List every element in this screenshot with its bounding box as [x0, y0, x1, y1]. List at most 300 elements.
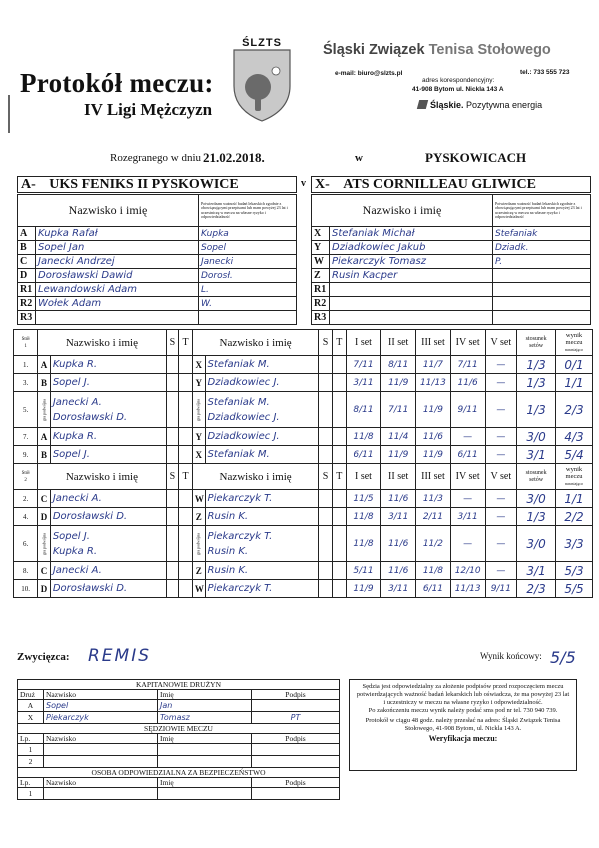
away-player-name[interactable]: Stefaniak Michał	[330, 227, 493, 241]
cumulative-result[interactable]: 1/1	[556, 374, 593, 392]
officials-col-team: Druż	[18, 690, 44, 700]
set2-header: II set	[381, 330, 416, 356]
away-code: W	[192, 490, 205, 508]
table-label: Stół	[21, 336, 30, 342]
set-score[interactable]: 11/8	[346, 508, 381, 526]
home-s-cell[interactable]	[166, 374, 179, 392]
away-player-name[interactable]: Dziadkowiec Jakub	[330, 241, 493, 255]
org-address: 41-908 Bytom ul. Nickla 143 A	[412, 86, 504, 93]
set-score[interactable]: —	[485, 392, 517, 428]
officials-col-signature: Podpis	[252, 778, 340, 788]
set-ratio[interactable]: 2/3	[517, 580, 556, 598]
notice-sms: Po zakończeniu meczu wynik należy podać sms pod nr tel. 730 940 739.	[368, 707, 558, 714]
set-score[interactable]: —	[485, 562, 517, 580]
away-code: X	[192, 446, 205, 464]
set-score[interactable]: 11/9	[416, 392, 451, 428]
game-number: 4.	[14, 508, 38, 526]
cumulative-result[interactable]: 4/3	[556, 428, 593, 446]
game-row	[14, 374, 593, 392]
set-ratio[interactable]: 1/3	[517, 508, 556, 526]
away-code: Y	[192, 428, 205, 446]
cumulative-result[interactable]: 2/3	[556, 392, 593, 428]
set-ratio[interactable]: 3/0	[517, 526, 556, 562]
away-doubles-names[interactable]	[205, 392, 319, 428]
home-roster-row	[18, 255, 297, 269]
home-name-header: Nazwisko i imię	[18, 195, 199, 227]
home-roster-row	[18, 241, 297, 255]
s-header: S	[166, 330, 179, 356]
ratio-header: stosunek setów	[517, 330, 556, 356]
home-s-cell[interactable]	[166, 428, 179, 446]
home-name[interactable]: Dorosławski D.	[50, 508, 166, 526]
set1-header: I set	[346, 464, 381, 490]
away-t-cell[interactable]	[332, 446, 346, 464]
home-t-cell[interactable]	[179, 428, 193, 446]
set-score[interactable]: —	[485, 508, 517, 526]
away-t-cell[interactable]	[332, 508, 346, 526]
home-player-name[interactable]: Kupka Rafał	[36, 227, 199, 241]
set-ratio[interactable]: 3/1	[517, 446, 556, 464]
away-player-signature[interactable]: Dziadk.	[493, 241, 591, 255]
org-name	[323, 42, 551, 58]
home-player-name[interactable]	[36, 311, 199, 325]
home-doubles-names[interactable]	[50, 392, 166, 428]
away-player-code: X	[312, 227, 330, 241]
home-name[interactable]: Kupka R.	[50, 428, 166, 446]
set-score[interactable]: 5/11	[346, 562, 381, 580]
set-score[interactable]: —	[485, 356, 517, 374]
away-player-name[interactable]: Rusin Kacper	[330, 269, 493, 283]
set-score[interactable]: 3/11	[381, 508, 416, 526]
away-player-signature[interactable]: Stefaniak	[493, 227, 591, 241]
away-roster	[311, 194, 591, 325]
set1-header: I set	[346, 330, 381, 356]
captain-firstname[interactable]: Tomasz	[158, 712, 252, 724]
home-name[interactable]: Sopel J.	[50, 446, 166, 464]
game-row	[14, 580, 593, 598]
away-s-cell[interactable]	[319, 490, 333, 508]
away-name[interactable]: Piekarczyk T.	[205, 580, 319, 598]
set-score[interactable]: 11/2	[416, 526, 451, 562]
captain-team: A	[18, 700, 44, 712]
away-name[interactable]: Dziadkowiec J.	[205, 428, 319, 446]
away-name[interactable]: Stefaniak M.	[205, 446, 319, 464]
home-name[interactable]: Sopel J.	[50, 374, 166, 392]
home-player-name[interactable]: Lewandowski Adam	[36, 283, 199, 297]
cumulative-result[interactable]: 5/4	[556, 446, 593, 464]
home-player-name[interactable]: Wołek Adam	[36, 297, 199, 311]
responsible-surname[interactable]	[44, 788, 158, 800]
set2-header: II set	[381, 464, 416, 490]
home-s-cell[interactable]	[166, 580, 179, 598]
referee-surname[interactable]	[44, 744, 158, 756]
home-doubles-names[interactable]	[50, 526, 166, 562]
home-player-code: R1	[18, 283, 36, 297]
referee-firstname[interactable]	[158, 756, 252, 768]
notice-referee: Sędzia jest odpowiedzialny za złożenie podpisów przed rozpoczęciem meczu potwierdzających ważność badań lekarskich lub oświadcza, że ma powyżej 23 lat i uczestniczy w meczu na własne ryzyko i odpowiedzialność.	[356, 683, 570, 706]
match-table	[13, 329, 593, 598]
set-score[interactable]: 3/11	[346, 374, 381, 392]
away-player-signature[interactable]	[493, 283, 591, 297]
captain-surname[interactable]: Piekarczyk	[44, 712, 158, 724]
set-score[interactable]: 11/8	[416, 562, 451, 580]
away-player-code: Y	[312, 241, 330, 255]
away-player-2: Rusin K.	[207, 545, 249, 557]
cumulative-result[interactable]: 5/5	[556, 580, 593, 598]
home-code: C	[38, 490, 51, 508]
cumulative-result[interactable]: 3/3	[556, 526, 593, 562]
set-score[interactable]: 11/7	[416, 356, 451, 374]
away-player-name[interactable]: Piekarczyk Tomasz	[330, 255, 493, 269]
game-row	[14, 526, 593, 562]
home-roster-row	[18, 297, 297, 311]
away-player-name[interactable]	[330, 311, 493, 325]
referee-signature[interactable]	[252, 756, 340, 768]
away-player-code: Z	[312, 269, 330, 283]
away-t-cell[interactable]	[332, 356, 346, 374]
officials-col-signature: Podpis	[252, 734, 340, 744]
captains-title-row	[18, 680, 340, 690]
home-player-name[interactable]: Sopel Jan	[36, 241, 199, 255]
home-t-cell[interactable]	[179, 508, 193, 526]
away-s-cell[interactable]	[319, 374, 333, 392]
org-name-part1: Śląski Związek	[323, 42, 429, 58]
home-t-cell[interactable]	[179, 374, 193, 392]
away-name[interactable]: Piekarczyk T.	[205, 490, 319, 508]
set-score[interactable]: 6/11	[416, 580, 451, 598]
home-code: B	[38, 374, 51, 392]
set-score[interactable]: 7/11	[346, 356, 381, 374]
away-player-name[interactable]	[330, 283, 493, 297]
away-t-cell[interactable]	[332, 490, 346, 508]
away-roster-row	[312, 297, 591, 311]
officials-col-signature: Podpis	[252, 690, 340, 700]
home-s-cell[interactable]	[166, 526, 179, 562]
away-player-signature[interactable]	[493, 297, 591, 311]
set-score[interactable]: 11/3	[416, 490, 451, 508]
referee-lp: 2	[18, 756, 44, 768]
verification-label: Weryfikacja meczu:	[428, 734, 498, 743]
set-score[interactable]: 8/11	[346, 392, 381, 428]
away-consent-text: Potwierdzam ważność badań lekarskich zgodnie z obowiązującymi przepisami lub mam powyżej 23 lat i uczestniczę w meczu na własne ryzyko i odpowiedzialność	[493, 195, 591, 227]
game-row	[14, 508, 593, 526]
away-s-cell[interactable]	[319, 508, 333, 526]
set-score[interactable]: 9/11	[485, 580, 517, 598]
set-score[interactable]: 12/10	[450, 562, 485, 580]
set-score[interactable]: 11/9	[381, 374, 416, 392]
away-name-header: Nazwisko i imię	[192, 464, 318, 490]
away-s-cell[interactable]	[319, 580, 333, 598]
table-label: Stół	[21, 470, 30, 476]
t-header: T	[179, 464, 193, 490]
home-player-signature[interactable]: Dorosł.	[199, 269, 297, 283]
home-name[interactable]: Dorosławski D.	[50, 580, 166, 598]
away-code: Z	[192, 508, 205, 526]
captain-signature[interactable]: PT	[252, 712, 340, 724]
captain-row	[18, 712, 340, 724]
set4-header: IV set	[450, 464, 485, 490]
responsible-title-row	[18, 768, 340, 778]
match-place: PYSKOWICACH	[425, 150, 527, 165]
t-header: T	[332, 464, 346, 490]
referee-lp: 1	[18, 744, 44, 756]
away-t-cell[interactable]	[332, 580, 346, 598]
officials-col-firstname: Imię	[158, 778, 252, 788]
set-score[interactable]: 2/11	[416, 508, 451, 526]
set-score[interactable]: —	[485, 446, 517, 464]
game-number: 3.	[14, 374, 38, 392]
home-t-cell[interactable]	[179, 526, 193, 562]
home-player-signature[interactable]: Janecki	[199, 255, 297, 269]
away-doubles-names[interactable]	[205, 526, 319, 562]
home-s-cell[interactable]	[166, 446, 179, 464]
set-score[interactable]: 11/13	[416, 374, 451, 392]
notice-send: Protokół w ciągu 48 godz. należy przesłać na adres: Śląski Związek Tenisa Stołowego, 41-908 Bytom, ul. Nickla 143 A.	[365, 717, 561, 732]
referees-title: SĘDZIOWIE MECZU	[18, 724, 340, 734]
away-player-code: R2	[312, 297, 330, 311]
officials-col-surname: Nazwisko	[44, 690, 158, 700]
away-s-cell[interactable]	[319, 526, 333, 562]
cumulative-result[interactable]: 2/2	[556, 508, 593, 526]
away-t-cell[interactable]	[332, 562, 346, 580]
home-player-code: B	[18, 241, 36, 255]
away-player-code: W	[312, 255, 330, 269]
responsible-signature[interactable]	[252, 788, 340, 800]
home-player-code: R2	[18, 297, 36, 311]
away-player-name[interactable]	[330, 297, 493, 311]
set-score[interactable]: 11/9	[416, 446, 451, 464]
home-doubles-label	[38, 392, 51, 428]
table-number: 2	[24, 477, 27, 483]
set-ratio[interactable]: 3/1	[517, 562, 556, 580]
away-t-cell[interactable]	[332, 526, 346, 562]
away-s-cell[interactable]	[319, 356, 333, 374]
officials-col-firstname: Imię	[158, 690, 252, 700]
home-s-cell[interactable]	[166, 356, 179, 374]
referee-signature[interactable]	[252, 744, 340, 756]
set-score[interactable]: 11/9	[346, 580, 381, 598]
referee-surname[interactable]	[44, 756, 158, 768]
home-name[interactable]: Janecki A.	[50, 562, 166, 580]
captain-firstname[interactable]: Jan	[158, 700, 252, 712]
set-score[interactable]: 8/11	[381, 356, 416, 374]
game-number: 1.	[14, 356, 38, 374]
away-t-cell[interactable]	[332, 428, 346, 446]
home-player-signature[interactable]: L.	[199, 283, 297, 297]
s-header: S	[319, 330, 333, 356]
away-player-1: Piekarczyk T.	[207, 530, 273, 542]
set-score[interactable]: 7/11	[450, 356, 485, 374]
home-doubles-label	[38, 526, 51, 562]
set3-header: III set	[416, 464, 451, 490]
away-roster-row	[312, 283, 591, 297]
set-score[interactable]: 11/5	[346, 490, 381, 508]
home-s-cell[interactable]	[166, 490, 179, 508]
set-score[interactable]: —	[450, 490, 485, 508]
set-ratio[interactable]: 1/3	[517, 356, 556, 374]
game-row	[14, 490, 593, 508]
doubles-label: gra podwójna	[195, 398, 201, 421]
set-score[interactable]: 11/9	[381, 446, 416, 464]
officials-col-lp: Lp.	[18, 734, 44, 744]
home-name[interactable]: Kupka R.	[50, 356, 166, 374]
set-score[interactable]: 11/6	[416, 428, 451, 446]
set-score[interactable]: 3/11	[381, 580, 416, 598]
home-player-name[interactable]: Janecki Andrzej	[36, 255, 199, 269]
officials-table	[17, 679, 340, 800]
set-ratio[interactable]: 1/3	[517, 392, 556, 428]
set-score[interactable]: —	[450, 428, 485, 446]
home-team-letter: A-	[21, 177, 36, 192]
cumulative-result[interactable]: 0/1	[556, 356, 593, 374]
set-score[interactable]: 11/13	[450, 580, 485, 598]
home-s-cell[interactable]	[166, 508, 179, 526]
org-address-label: adres korespondencyjny:	[422, 77, 495, 84]
away-roster-row	[312, 255, 591, 269]
result-header-cell	[556, 330, 593, 356]
home-s-cell[interactable]	[166, 392, 179, 428]
away-player-signature[interactable]	[493, 269, 591, 283]
s-header: S	[166, 464, 179, 490]
logo-text: ŚLZTS	[242, 37, 282, 49]
set-score[interactable]: —	[485, 526, 517, 562]
away-player-signature[interactable]	[493, 311, 591, 325]
home-t-cell[interactable]	[179, 490, 193, 508]
captain-row	[18, 700, 340, 712]
away-doubles-label	[192, 392, 205, 428]
away-name[interactable]: Dziadkowiec J.	[205, 374, 319, 392]
home-roster-row	[18, 283, 297, 297]
set-score[interactable]: —	[485, 490, 517, 508]
away-t-cell[interactable]	[332, 374, 346, 392]
home-player-signature[interactable]	[199, 311, 297, 325]
home-roster-row	[18, 269, 297, 283]
home-player-2: Kupka R.	[52, 545, 98, 557]
game-row	[14, 562, 593, 580]
match-header-row	[14, 330, 593, 356]
responsible-firstname[interactable]	[158, 788, 252, 800]
home-consent-text: Potwierdzam ważność badań lekarskich zgodnie z obowiązującymi przepisami lub mam powyżej 23 lat i uczestniczę w meczu na własne ryzyko i odpowiedzialność	[199, 195, 297, 227]
responsible-title: OSOBA ODPOWIEDZIALNA ZA BEZPIECZEŃSTWO	[18, 768, 340, 778]
game-number: 7.	[14, 428, 38, 446]
home-t-cell[interactable]	[179, 562, 193, 580]
home-player-signature[interactable]: W.	[199, 297, 297, 311]
org-email: e-mail: biuro@slzts.pl	[335, 70, 403, 77]
set-score[interactable]: 7/11	[381, 392, 416, 428]
set-score[interactable]: 11/6	[381, 526, 416, 562]
away-player-code: R1	[312, 283, 330, 297]
away-s-cell[interactable]	[319, 562, 333, 580]
home-s-cell[interactable]	[166, 562, 179, 580]
set-score[interactable]: 3/11	[450, 508, 485, 526]
cumulative-result[interactable]: 5/3	[556, 562, 593, 580]
table-number-cell	[14, 464, 38, 490]
played-label: Rozegranego w dniu	[110, 152, 202, 164]
doubles-label: gra podwójna	[41, 532, 47, 555]
cumulative-result[interactable]: 1/1	[556, 490, 593, 508]
officials-col-surname: Nazwisko	[44, 778, 158, 788]
match-date: 21.02.2018.	[203, 150, 265, 165]
set-score[interactable]: 11/6	[381, 562, 416, 580]
game-number: 9.	[14, 446, 38, 464]
final-result-value: 5/5	[550, 648, 576, 667]
away-team-letter: X-	[315, 177, 330, 192]
home-code: D	[38, 580, 51, 598]
game-number: 6.	[14, 526, 38, 562]
set-score[interactable]: 6/11	[346, 446, 381, 464]
org-name-part2: Tenisa Stołowego	[428, 42, 551, 58]
set-score[interactable]: 11/8	[346, 428, 381, 446]
away-player-signature[interactable]: P.	[493, 255, 591, 269]
away-s-cell[interactable]	[319, 446, 333, 464]
away-name[interactable]: Stefaniak M.	[205, 356, 319, 374]
doubles-label: gra podwójna	[41, 398, 47, 421]
away-player-1: Stefaniak M.	[207, 396, 270, 408]
set-ratio[interactable]: 3/0	[517, 428, 556, 446]
home-roster	[17, 194, 297, 325]
ratio-header: stosunek setów	[517, 464, 556, 490]
home-code: D	[38, 508, 51, 526]
away-team-box	[311, 176, 591, 193]
home-code: A	[38, 356, 51, 374]
away-doubles-label	[192, 526, 205, 562]
edge-mark	[8, 95, 10, 133]
away-s-cell[interactable]	[319, 392, 333, 428]
t-header: T	[179, 330, 193, 356]
set-score[interactable]: 11/8	[346, 526, 381, 562]
officials-column-row	[18, 734, 340, 744]
set-score[interactable]: 11/6	[381, 490, 416, 508]
home-t-cell[interactable]	[179, 392, 193, 428]
set-score[interactable]: 6/11	[450, 446, 485, 464]
away-s-cell[interactable]	[319, 428, 333, 446]
set-ratio[interactable]: 1/3	[517, 374, 556, 392]
set-ratio[interactable]: 3/0	[517, 490, 556, 508]
away-roster-row	[312, 241, 591, 255]
home-player-signature[interactable]: Sopel	[199, 241, 297, 255]
result-header: wynik meczu	[565, 466, 583, 480]
responsible-lp: 1	[18, 788, 44, 800]
referee-firstname[interactable]	[158, 744, 252, 756]
set-score[interactable]: —	[450, 526, 485, 562]
away-name[interactable]: Rusin K.	[205, 508, 319, 526]
set-score[interactable]: 11/6	[450, 374, 485, 392]
home-player-name[interactable]: Dorosławski Dawid	[36, 269, 199, 283]
officials-col-surname: Nazwisko	[44, 734, 158, 744]
org-phone: tel.: 733 555 723	[520, 69, 570, 76]
captain-surname[interactable]: Sopel	[44, 700, 158, 712]
captain-signature[interactable]	[252, 700, 340, 712]
home-t-cell[interactable]	[179, 580, 193, 598]
set5-header: V set	[485, 464, 517, 490]
home-name[interactable]: Janecki A.	[50, 490, 166, 508]
set-score[interactable]: 9/11	[450, 392, 485, 428]
officials-column-row	[18, 690, 340, 700]
away-t-cell[interactable]	[332, 392, 346, 428]
page-title: Protokół meczu:	[20, 68, 214, 98]
set-score[interactable]: 11/4	[381, 428, 416, 446]
home-player-signature[interactable]: Kupka	[199, 227, 297, 241]
home-t-cell[interactable]	[179, 356, 193, 374]
home-player-1: Janecki A.	[52, 396, 102, 408]
away-name[interactable]: Rusin K.	[205, 562, 319, 580]
set-score[interactable]: —	[485, 374, 517, 392]
home-t-cell[interactable]	[179, 446, 193, 464]
game-number: 2.	[14, 490, 38, 508]
home-roster-row	[18, 227, 297, 241]
set-score[interactable]: —	[485, 428, 517, 446]
match-header-row	[14, 464, 593, 490]
